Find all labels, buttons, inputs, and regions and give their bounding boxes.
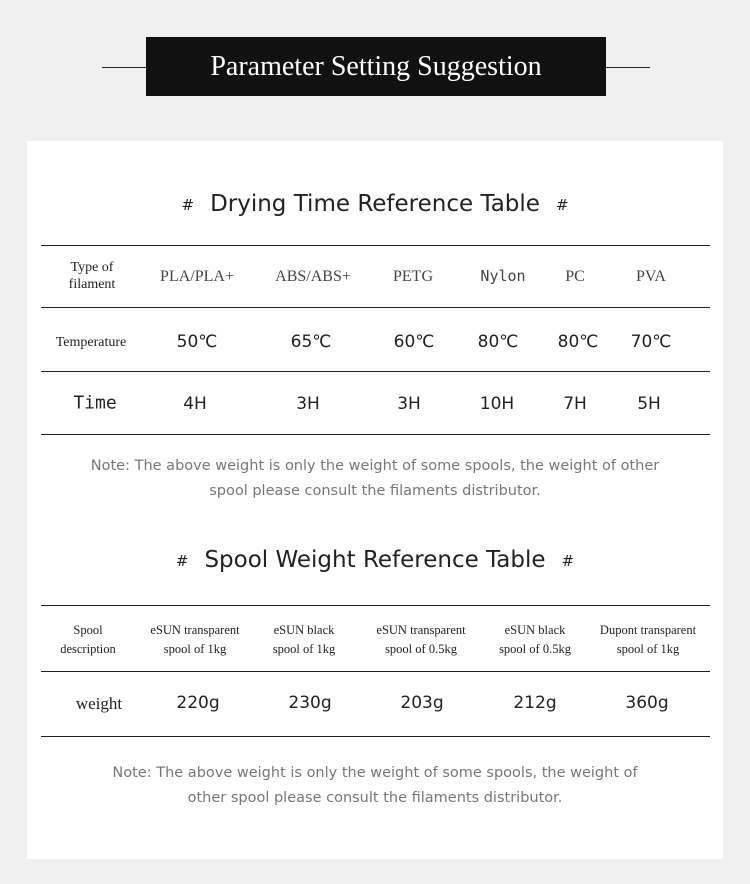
time-value: 10H — [479, 394, 515, 414]
filament-header: Nylon — [480, 267, 526, 285]
filament-header: PVA — [636, 268, 666, 285]
weight-value: 230g — [288, 693, 332, 713]
row-label-temperature: Temperature — [55, 335, 127, 350]
temperature-value: 80℃ — [557, 332, 599, 352]
spool-description: eSUN black spool of 0.5kg — [499, 623, 571, 656]
hash-mark: # — [175, 552, 189, 570]
time-value: 5H — [637, 394, 661, 414]
spool-description: Dupont transparent spool of 1kg — [599, 623, 697, 656]
drying-note: Note: The above weight is only the weight of some spools, the weight of other spool please consult the filaments distributor. — [90, 458, 660, 499]
filament-header: PETG — [393, 268, 433, 285]
time-value: 3H — [296, 394, 320, 414]
temperature-value: 70℃ — [630, 332, 672, 352]
weight-value: 360g — [625, 693, 669, 713]
row-label-weight: weight — [75, 694, 123, 713]
content-card — [27, 141, 723, 859]
page-title: Parameter Setting Suggestion — [146, 37, 606, 96]
spool-description: eSUN transparent spool of 1kg — [150, 623, 240, 656]
time-value: 4H — [183, 394, 207, 414]
table-rule — [41, 371, 710, 372]
spool-description: eSUN black spool of 1kg — [272, 623, 336, 656]
temperature-value: 60℃ — [393, 332, 435, 352]
table-rule — [41, 307, 710, 308]
hash-mark: # — [555, 196, 569, 214]
weight-value: 212g — [513, 693, 557, 713]
drying-title-text: Drying Time Reference Table — [210, 191, 540, 217]
temperature-value: 65℃ — [290, 332, 332, 352]
drying-table-title — [27, 191, 723, 217]
header-rule-right — [606, 67, 650, 68]
weight-value: 220g — [176, 693, 220, 713]
spool-title-text: Spool Weight Reference Table — [204, 547, 546, 573]
hash-mark: # — [561, 552, 575, 570]
spool-note: Note: The above weight is only the weight of some spools, the weight of other spool please consult the filaments distributor. — [112, 765, 638, 806]
table-rule — [41, 245, 710, 246]
temperature-value: 50℃ — [176, 332, 218, 352]
weight-value: 203g — [400, 693, 444, 713]
temperature-value: 80℃ — [477, 332, 519, 352]
row-label-type: Type of filament — [68, 260, 116, 292]
table-rule — [41, 671, 710, 672]
row-label-time: Time — [73, 392, 117, 414]
table-rule — [41, 736, 710, 737]
time-value: 3H — [397, 394, 421, 414]
filament-header: PC — [565, 268, 585, 285]
time-value: 7H — [563, 394, 587, 414]
row-label-spool-description: Spool description — [60, 623, 116, 656]
table-rule — [41, 605, 710, 606]
spool-table-title — [27, 547, 723, 573]
hash-mark: # — [181, 196, 195, 214]
header-rule-left — [102, 67, 146, 68]
filament-header: PLA/PLA+ — [160, 268, 234, 285]
spool-description: eSUN transparent spool of 0.5kg — [376, 623, 466, 656]
filament-header: ABS/ABS+ — [275, 268, 351, 285]
table-rule — [41, 434, 710, 435]
